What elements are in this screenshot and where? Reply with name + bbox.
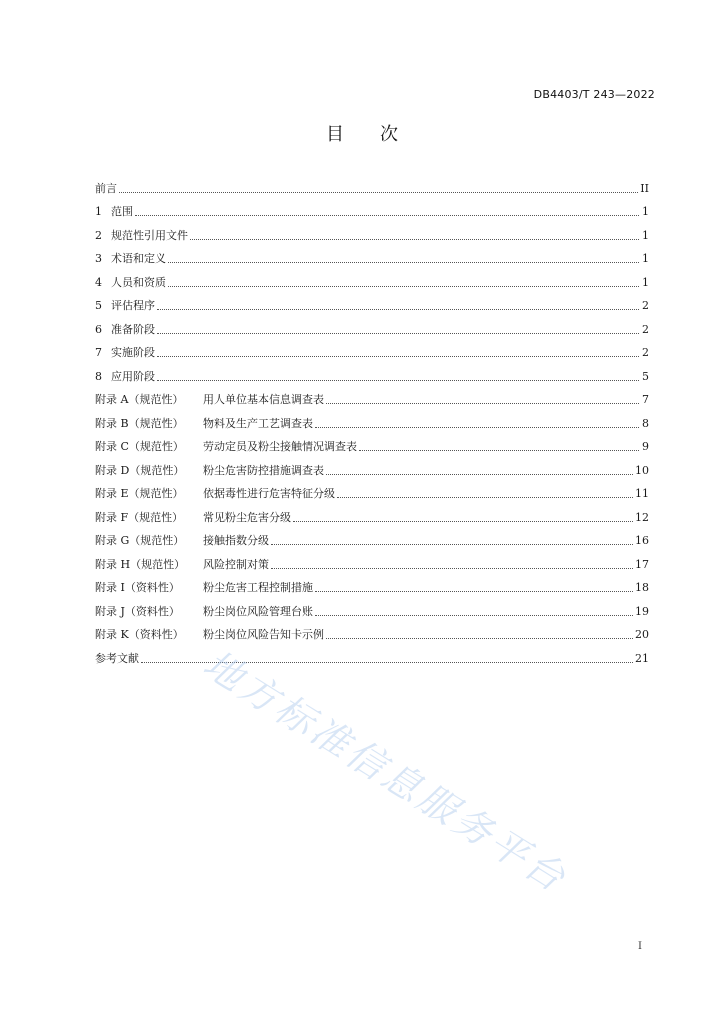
toc-dot-leader [293,521,633,522]
toc-entry-appendix-tag: 附录 D（规范性） [95,463,185,477]
toc-entry-number: 8 [95,369,102,383]
toc-entry-appendix-tag: 附录 E（规范性） [95,487,184,500]
toc-dot-leader [157,309,639,310]
toc-entry-appendix-tag: 附录 G（规范性） [95,534,185,547]
toc-entry-appendix-tag: 附录 F（规范性） [95,510,184,524]
toc-entry-title: 物料及生产工艺调查表 [203,416,313,430]
toc-entry-title: 粉尘岗位风险告知卡示例 [203,628,324,641]
toc-entry-title: 粉尘岗位风险管理台账 [203,604,313,618]
toc-entry-page: 1 [642,252,649,265]
toc-entry[interactable] [95,313,649,337]
toc-dot-leader [315,615,633,616]
toc-entry[interactable] [95,290,649,314]
toc-entry[interactable] [95,572,649,596]
toc-entry-number: 7 [95,346,102,359]
toc-entry-appendix-tag: 附录 J（资料性） [95,604,180,618]
toc-entry[interactable] [95,337,649,361]
toc-entry-appendix-tag: 附录 K（资料性） [95,628,184,641]
toc-entry-title: 人员和资质 [111,275,166,289]
toc-entry[interactable] [95,454,649,478]
toc-dot-leader [190,239,639,240]
toc-entry-title: 风险控制对策 [203,557,269,571]
toc-dot-leader [119,192,638,193]
page-title: 目次 [326,124,434,145]
toc-dot-leader [315,591,633,592]
toc-entry-number: 4 [95,275,102,289]
toc-entry[interactable] [95,595,649,619]
toc-entry-title: 用人单位基本信息调查表 [203,393,324,406]
toc-entry-number: 3 [95,252,102,265]
toc-dot-leader [141,662,633,663]
document-code: DB4403/T 243—2022 [533,88,655,101]
toc-entry-page: 2 [642,322,649,336]
toc-entry[interactable] [95,360,649,384]
toc-entry-page: 1 [642,205,649,218]
toc-entry-title: 规范性引用文件 [111,228,188,242]
toc-dot-leader [315,427,639,428]
toc-dot-leader [326,474,633,475]
toc-dot-leader [135,215,639,216]
toc-entry-title: 依据毒性进行危害特征分级 [203,487,335,500]
toc-entry-number: 6 [95,322,102,336]
toc-entry[interactable] [95,196,649,220]
toc-dot-leader [157,380,639,381]
toc-entry-page: 12 [635,510,649,524]
toc-entry[interactable] [95,172,649,196]
toc-entry-title: 准备阶段 [111,322,155,336]
toc-entry-page: 10 [635,463,649,477]
toc-entry[interactable] [95,243,649,267]
toc-entry-title: 参考文献 [95,651,139,665]
toc-dot-leader [157,333,639,334]
toc-entry[interactable] [95,642,649,666]
toc-entry-page: 18 [635,581,649,594]
toc-entry-title: 劳动定员及粉尘接触情况调查表 [203,440,357,453]
toc-entry[interactable] [95,619,649,643]
toc-entry[interactable] [95,478,649,502]
toc-entry-page: 5 [642,369,649,383]
toc-entry-appendix-tag: 附录 A（规范性） [95,393,184,406]
watermark: 地方标准信息服务平台 [195,641,576,902]
toc-entry-title: 粉尘危害工程控制措施 [203,581,313,594]
toc-entry-page: II [640,181,649,195]
toc-dot-leader [157,356,639,357]
toc-entry-number: 2 [95,228,102,242]
toc-entry[interactable] [95,431,649,455]
toc-entry-page: 1 [642,275,649,289]
toc-entry-title: 评估程序 [111,299,155,312]
toc-entry-page: 17 [635,557,649,571]
toc-dot-leader [271,568,633,569]
toc-entry-page: 21 [635,651,649,665]
toc-entry[interactable] [95,219,649,243]
toc-entry-title: 前言 [95,181,117,195]
toc-entry-appendix-tag: 附录 C（规范性） [95,440,184,453]
toc-entry[interactable] [95,548,649,572]
toc-entry[interactable] [95,266,649,290]
toc-entry-page: 11 [635,487,649,500]
toc-entry-title: 术语和定义 [111,252,166,265]
toc-dot-leader [271,544,633,545]
toc-entry-title: 应用阶段 [111,369,155,383]
toc-entry-title: 粉尘危害防控措施调查表 [203,463,324,477]
toc-entry-page: 8 [642,416,649,430]
toc-dot-leader [326,638,633,639]
toc-entry-page: 9 [642,440,649,453]
toc-entry-page: 19 [635,604,649,618]
toc-entry-number: 5 [95,299,102,312]
toc-entry-page: 16 [635,534,649,547]
toc-entry[interactable] [95,384,649,408]
toc-entry[interactable] [95,525,649,549]
toc-entry-number: 1 [95,205,102,218]
toc-dot-leader [359,450,639,451]
page-number: I [638,941,642,952]
toc-entry-title: 常见粉尘危害分级 [203,510,291,524]
toc-dot-leader [326,403,639,404]
toc-entry-appendix-tag: 附录 B（规范性） [95,416,184,430]
toc-entry[interactable] [95,501,649,525]
toc-dot-leader [337,497,633,498]
toc-dot-leader [168,262,639,263]
toc-entry-page: 1 [642,228,649,242]
toc-entry-page: 2 [642,346,649,359]
table-of-contents [95,172,649,666]
toc-entry[interactable] [95,407,649,431]
toc-entry-title: 实施阶段 [111,346,155,359]
toc-entry-page: 2 [642,299,649,312]
toc-entry-title: 范围 [111,205,133,218]
toc-entry-page: 7 [642,393,649,406]
toc-entry-page: 20 [635,628,649,641]
toc-dot-leader [168,286,639,287]
toc-entry-title: 接触指数分级 [203,534,269,547]
toc-entry-appendix-tag: 附录 H（规范性） [95,557,186,571]
toc-entry-appendix-tag: 附录 I（资料性） [95,581,180,594]
